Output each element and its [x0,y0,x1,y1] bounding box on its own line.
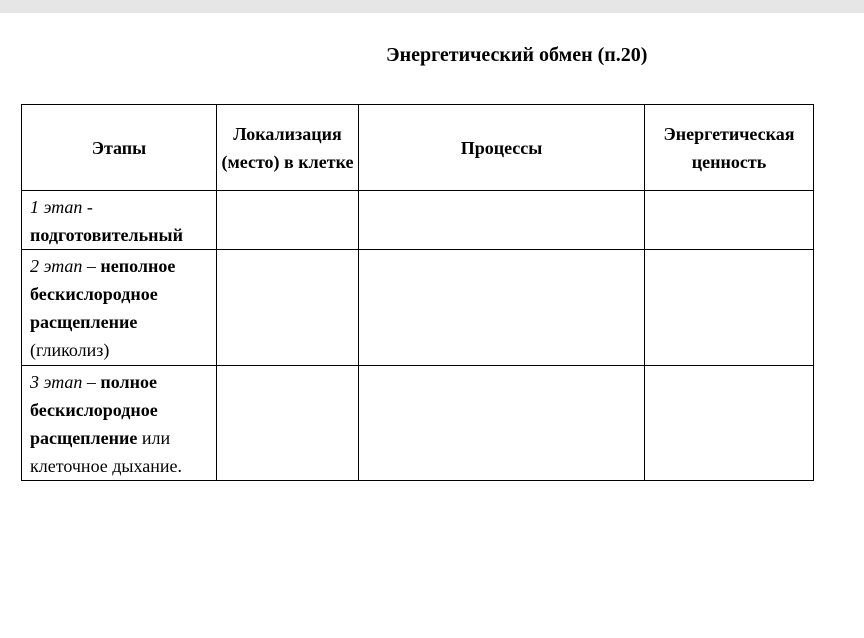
stage-name: подготовительный [30,225,183,245]
stage-cell [22,191,217,250]
stage-cell [22,250,217,366]
stage-number: 2 этап [30,256,83,276]
processes-cell[interactable] [359,191,645,250]
stage-name: полное бескислородное расщепление [30,372,158,448]
table-row [22,250,814,366]
stage-cell [22,366,217,481]
energy-cell[interactable] [645,191,814,250]
stage-extra: или клеточное дыхание. [30,428,183,476]
document-title: Энергетический обмен (п.20) [386,44,648,66]
processes-cell[interactable] [359,250,645,366]
stage-connector: - [82,197,93,217]
table-row [22,366,814,481]
processes-cell[interactable] [359,366,645,481]
energy-exchange-table [21,104,814,481]
header-processes: Процессы [359,105,645,191]
stage-extra: (гликолиз) [30,340,110,360]
header-localization: Локализация (место) в клетке [217,105,359,191]
localization-cell[interactable] [217,191,359,250]
stage-connector: – [82,372,101,392]
header-row [22,105,814,191]
localization-cell[interactable] [217,250,359,366]
stage-number: 3 этап [30,372,83,392]
energy-cell[interactable] [645,366,814,481]
stage-connector: – [82,256,101,276]
top-toolbar-strip [0,0,864,13]
stage-name: неполное бескислородное расщепление [30,256,176,332]
stage-number: 1 этап [30,197,83,217]
energy-cell[interactable] [645,250,814,366]
header-stages: Этапы [22,105,217,191]
localization-cell[interactable] [217,366,359,481]
header-energy-value: Энергетическая ценность [645,105,814,191]
table-row [22,191,814,250]
